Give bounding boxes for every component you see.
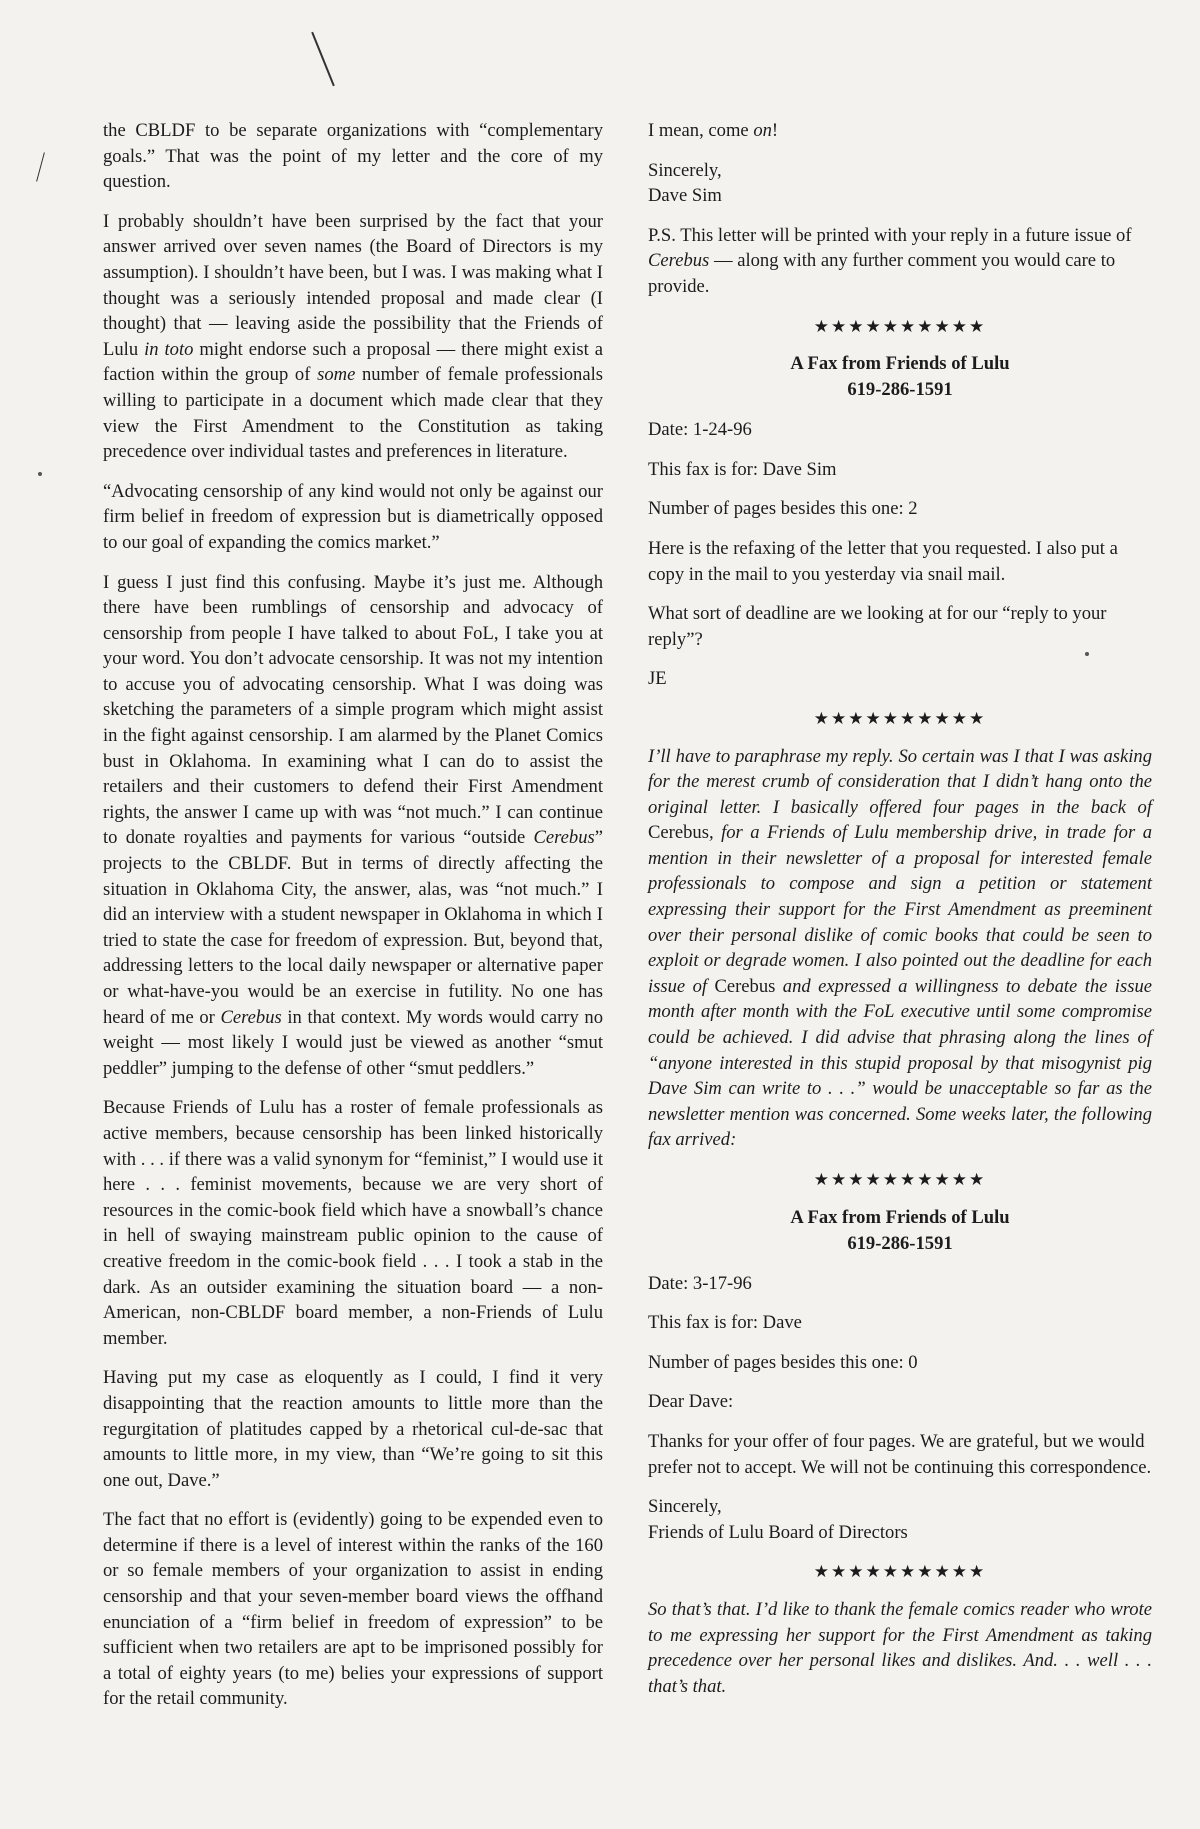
fax-date: Date: 3-17-96 — [648, 1272, 752, 1294]
fax-body: Here is the refaxing of the letter that you requested. I also put a copy in the mail to you yesterday via snail mail. — [648, 537, 1118, 585]
left-column — [103, 118, 603, 1726]
section-divider: ★★★★★★★★★★ — [813, 1170, 987, 1189]
paragraph: Because Friends of Lulu has a roster of female professionals as active members, because censorship has been linked historically with . . . if there was a valid synonym for “feminist,” I would use it here . . . feminist movements, because we are very short of resources in the comic-book field which have a snowball’s chance in hell of swaying mainstream public opinion to the cause of creative freedom in the comic-book field . . . I took a stab in the dark. As an outsider examining the situation board — a non-American, non-CBLDF board member, a non-Friends of Lulu member. — [103, 1097, 603, 1349]
fax-signature: JE — [648, 668, 667, 690]
right-column — [648, 118, 1152, 1713]
fax-body: Thanks for your offer of four pages. We are grateful, but we would prefer not to accept. We will not be continuing this correspondence. — [648, 1430, 1152, 1478]
paragraph: The fact that no effort is (evidently) going to be expended even to determine if there is a level of interest within the ranks of the 160 or so female members of your organization to assist in ending censorship and that your seven-member board views the offhand enunciation of a “firm belief in freedom of expression” to be sufficient when two retailers are apt to be imprisoned possibly for a total of eighty years (to me) belies your expressions of support for the retail community. — [103, 1509, 603, 1710]
postscript: P.S. This letter will be printed with your reply in a future issue of Cerebus — along with any further comment you would care to provide. — [648, 224, 1132, 297]
fax-page-count: Number of pages besides this one: 0 — [648, 1351, 918, 1373]
signature: Dave Sim — [648, 185, 722, 207]
author-reply: I’ll have to paraphrase my reply. So certain was I that I was asking for the merest crumb of consideration that I didn’t hang onto the original letter. I basically offered four pages in the back of Cerebus, for a Friends of Lulu membership drive, in trade for a mention in their newsletter of a proposal for interested female professionals to compose and sign a petition or statement expressing their support for the First Amendment as preeminent over their personal dislike of comic books that could be seen to exploit or degrade women. I also pointed out the deadline for each issue of Cerebus and expressed a willingness to debate the issue month after month with the FoL executive until some compromise could be achieved. I did advise that phrasing along the lines of “anyone interested in this stupid proposal by that misogynist pig Dave Sim can write to . . .” would be unacceptable so far as the newsletter mention was concerned. Some weeks later, the following fax arrived: — [648, 745, 1152, 1151]
section-divider: ★★★★★★★★★★ — [813, 1562, 987, 1582]
fax-greeting: Dear Dave: — [648, 1391, 734, 1413]
fax-title: A Fax from Friends of Lulu — [790, 1206, 1010, 1228]
fax-recipient: This fax is for: Dave Sim — [648, 458, 837, 480]
fax-page-count: Number of pages besides this one: 2 — [648, 498, 918, 520]
fax-heading — [648, 351, 1152, 403]
quoted-paragraph: “Advocating censorship of any kind would not only be against our firm belief in freedom of expression but is diametrically opposed to our goal of expanding the comics market.” — [103, 480, 603, 553]
page-speck — [38, 472, 42, 476]
fax-body: What sort of deadline are we looking at for our “reply to your reply”? — [648, 603, 1107, 650]
paragraph: I guess I just find this confusing. Maybe it’s just me. Although there have been rumblings of censorship and advocacy of censorship from people I have talked to about FoL, I take you at your word. You don’t advocate censorship. It was not my intention to accuse you of advocating censorship. What I was doing was sketching the parameters of a simple program which might assist in the fight against censorship. I am alarmed by the Planet Comics bust in Oklahoma. In examining what I can do to assist the retailers and their customers to defend their First Amendment rights, the answer I came up with was “not much.” I can continue to donate royalties and payments for various “outside Cerebus” projects to the CBLDF. But in terms of directly affecting the situation in Oklahoma City, the answer, alas, was “not much.” I did an interview with a student newspaper in Oklahoma in which I tried to state the case for freedom of expression. But, beyond that, addressing letters to the local daily newspaper or alternative paper or what-have-you would be an exercise in futility. No one has heard of me or Cerebus in that context. My words would carry no weight — most likely I would just be viewed as another “smut peddler” jumping to the defense of other “smut peddlers.” — [103, 571, 603, 1079]
paragraph: I probably shouldn’t have been surprised by the fact that your answer arrived over seven names (the Board of Directors is my assumption). I shouldn’t have been, but I was. I was making what I thought was a seriously intended proposal and made clear (I thought) that — leaving aside the possibility that the Friends of Lulu in toto might endorse such a proposal — there might exist a faction within the group of some number of female professionals willing to participate in a document which made clear that they view the First Amendment to the Constitution as taking precedence over individual tastes and preferences in literature. — [103, 210, 604, 463]
closing-salutation: Sincerely, — [648, 1496, 722, 1518]
stray-mark — [36, 152, 45, 181]
closing-salutation: Sincerely, — [648, 159, 722, 181]
fax-phone: 619-286-1591 — [847, 379, 953, 401]
fax-title: A Fax from Friends of Lulu — [790, 353, 1010, 375]
fax-heading — [648, 1205, 1152, 1257]
fax-signature: Friends of Lulu Board of Directors — [648, 1521, 908, 1543]
section-divider: ★★★★★★★★★★ — [813, 708, 987, 728]
fax-phone: 619-286-1591 — [847, 1232, 953, 1254]
paragraph: the CBLDF to be separate organizations with “complementary goals.” That was the point of my letter and the core of my question. — [103, 120, 603, 193]
closing-remark: So that’s that. I’d like to thank the female comics reader who wrote to me expressing her support for the First Amendment as taking precedence over her personal likes and dislikes. And. . . well . . . that’s that. — [648, 1598, 1152, 1697]
fax-recipient: This fax is for: Dave — [648, 1312, 802, 1334]
section-divider: ★★★★★★★★★★ — [813, 316, 987, 336]
stray-mark — [311, 32, 335, 87]
paragraph: I mean, come on! — [648, 120, 779, 141]
paragraph: Having put my case as eloquently as I could, I find it very disappointing that the reaction amounts to little more than the regurgitation of platitudes capped by a rhetorical cul-de-sac that amounts to little more, in my view, than “We’re going to sit this one out, Dave.” — [103, 1367, 603, 1491]
fax-date: Date: 1-24-96 — [648, 419, 752, 441]
